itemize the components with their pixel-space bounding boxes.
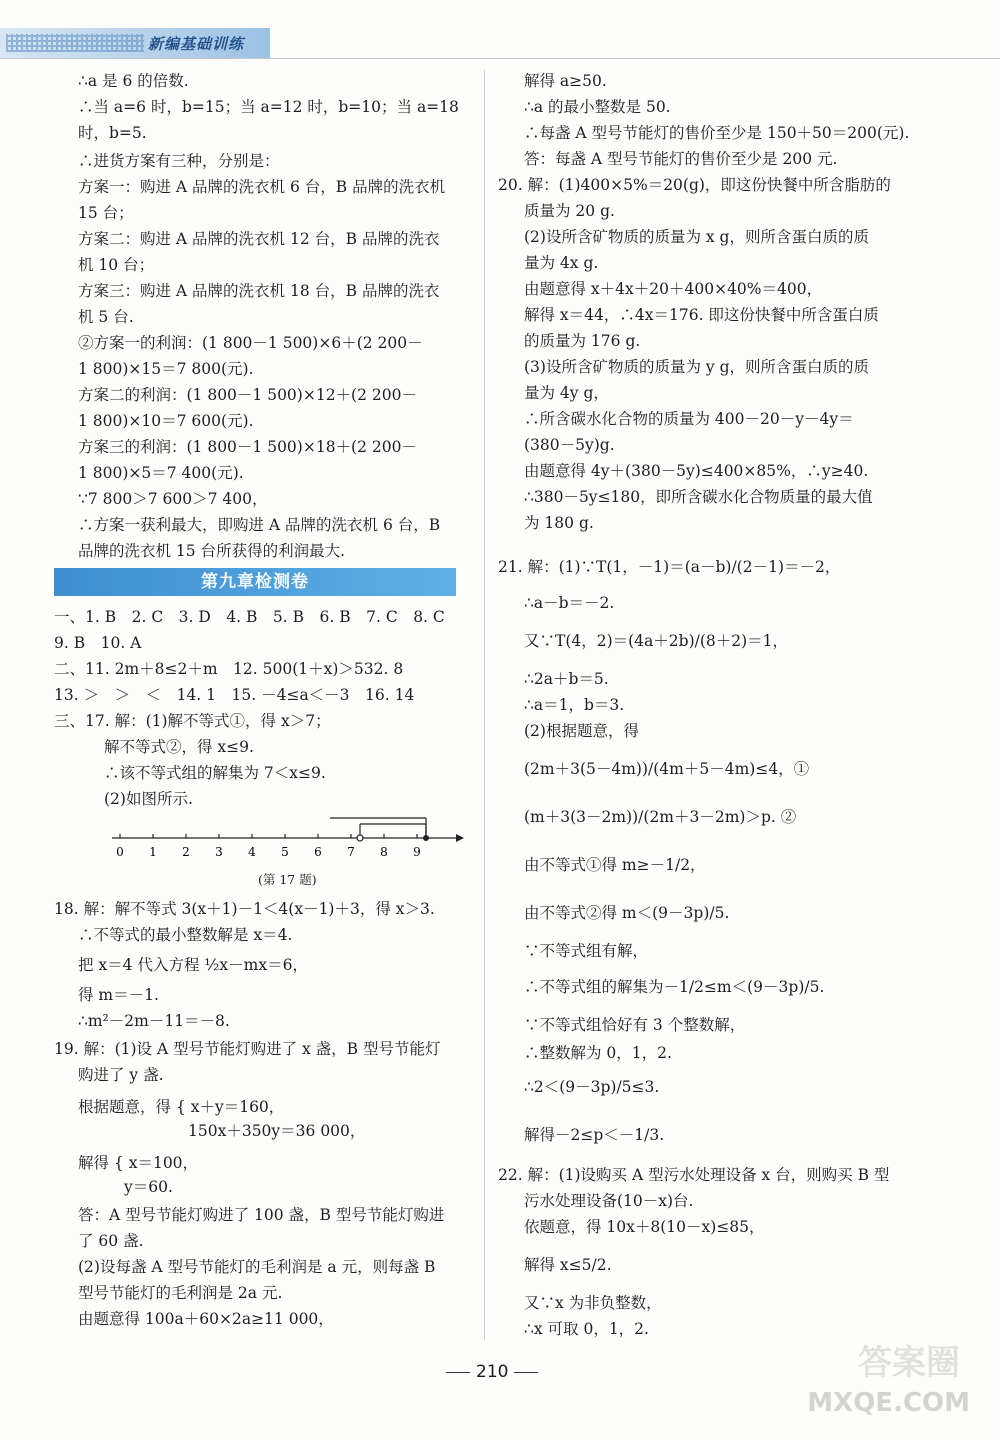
answer-line: 13. ＞ ＞ ＜ 14. 1 15. －4≤a＜－3 16. 14	[54, 686, 415, 704]
answer-line: (m＋3(3－2m))/(2m＋3－2m)＞p. ②	[524, 808, 797, 826]
answer-line: ∴x 可取 0，1，2.	[524, 1320, 649, 1338]
answer-line: 19. 解：(1)设 A 型号节能灯购进了 x 盏，B 型号节能灯	[54, 1040, 441, 1058]
text-line: 方案三的利润：(1 800－1 500)×18＋(2 200－	[78, 438, 417, 456]
answer-line: (2)设每盏 A 型号节能灯的毛利润是 a 元，则每盏 B	[78, 1258, 436, 1276]
answer-line: ∴m²－2m－11＝－8.	[78, 1012, 230, 1030]
figure-caption: (第 17 题)	[258, 872, 317, 887]
tick-label: 7	[347, 845, 355, 859]
footer-dash	[446, 1372, 470, 1373]
answer-line: ∴2a＋b＝5.	[524, 670, 609, 688]
answer-line: 解不等式②，得 x≤9.	[104, 738, 254, 756]
answer-line: 由题意得 x＋4x＋20＋400×40%＝400，	[524, 280, 823, 298]
answer-line: (2)设所含矿物质的质量为 x g，则所含蛋白质的质	[524, 228, 869, 246]
answer-line: 解得 x≤5/2.	[524, 1256, 612, 1274]
page-number-text: 210	[476, 1362, 509, 1382]
answer-line: 依题意，得 10x＋8(10－x)≤85，	[524, 1218, 765, 1236]
text-line: ∴进货方案有三种，分别是：	[78, 152, 280, 170]
tick-label: 9	[413, 845, 421, 859]
answer-line: 型号节能灯的毛利润是 2a 元.	[78, 1284, 283, 1302]
chapter-banner: 第九章检测卷	[54, 568, 456, 596]
header-pattern	[6, 34, 144, 52]
answer-line: 20. 解：(1)400×5%＝20(g)，即这份快餐中所含脂肪的	[498, 176, 891, 194]
answer-line: 的质量为 176 g.	[524, 332, 641, 350]
answer-line: ∴不等式的最小整数解是 x＝4.	[78, 926, 293, 944]
tick-label: 6	[314, 845, 322, 859]
tick-label: 8	[380, 845, 388, 859]
answer-line: ∴a＝1，b＝3.	[524, 696, 625, 714]
tick-label: 1	[149, 845, 157, 859]
page-number	[440, 1362, 544, 1382]
answer-line: 22. 解：(1)设购买 A 型污水处理设备 x 台，则购买 B 型	[498, 1166, 890, 1184]
answer-line	[54, 898, 435, 920]
answer-line: 根据题意，得 { x＋y＝160，	[78, 1098, 285, 1116]
answer-line: 由不等式②得 m＜(9－3p)/5.	[524, 904, 730, 922]
tick-label: 3	[215, 845, 223, 859]
text-line: 方案二的利润：(1 800－1 500)×12＋(2 200－	[78, 386, 417, 404]
answer-line: (2m＋3(5－4m))/(4m＋5－4m)≤4，①	[524, 760, 810, 778]
answer-line: 解得 { x＝100，	[78, 1154, 199, 1172]
text-line: 1 800)×15＝7 800(元).	[78, 360, 254, 378]
text-line: ∴方案一获利最大，即购进 A 品牌的洗衣机 6 台，B	[78, 516, 441, 534]
arrow-head-icon	[456, 834, 464, 842]
text-line: ∴a 是 6 的倍数.	[78, 72, 189, 90]
answer-line: 量为 4y g，	[524, 384, 609, 402]
answer-line: 150x＋350y＝36 000，	[188, 1122, 366, 1140]
answer-line: (380－5y)g.	[524, 436, 615, 454]
header-rule	[0, 58, 1000, 59]
answer-line: 量为 4x g.	[524, 254, 599, 272]
answer-line: 9. B 10. A	[54, 634, 142, 652]
answer-line: ∴该不等式组的解集为 7＜x≤9.	[104, 764, 326, 782]
tick-label: 4	[248, 845, 256, 859]
text-line: 时，b=5.	[78, 124, 147, 142]
answer-line: 三、17. 解：(1)解不等式①，得 x＞7；	[54, 712, 331, 730]
answer-line: ∵不等式组有解，	[524, 942, 649, 960]
answer-line: ∵不等式组恰好有 3 个整数解，	[524, 1016, 746, 1034]
answer-line: 二、11. 2m＋8≤2＋m 12. 500(1＋x)＞532. 8	[54, 660, 404, 678]
watermark-url: MXQE.COM	[807, 1388, 970, 1418]
text-line: 方案三：购进 A 品牌的洗衣机 18 台，B 品牌的洗衣	[78, 282, 440, 300]
answer-line: (2)根据题意，得	[524, 722, 639, 740]
open-point-7	[357, 835, 363, 841]
text-line: ∴当 a=6 时，b=15；当 a=12 时，b=10；当 a=18	[78, 98, 459, 116]
watermark-logo: 答案圈	[858, 1343, 960, 1383]
answer-line: 解得 x＝44，∴4x＝176. 即这份快餐中所含蛋白质	[524, 306, 879, 324]
text-line: ②方案一的利润：(1 800－1 500)×6＋(2 200－	[78, 334, 423, 352]
answer-line: 解得－2≤p＜－1/3.	[524, 1126, 665, 1144]
answer-line: 了 60 盏.	[78, 1232, 144, 1250]
answer-line: 为 180 g.	[524, 514, 594, 532]
answer-line: 又∵T(4，2)＝(4a＋2b)/(8＋2)＝1，	[524, 632, 789, 650]
answer-line: ∴a－b＝－2.	[524, 594, 615, 612]
text-line: 机 10 台；	[78, 256, 155, 274]
answer-line: 由题意得 100a＋60×2a≥11 000，	[78, 1310, 334, 1328]
text-line: 方案一：购进 A 品牌的洗衣机 6 台，B 品牌的洗衣机	[78, 178, 446, 196]
tick-label: 5	[281, 845, 289, 859]
answer-line: ∴所含碳水化合物的质量为 400－20－y－4y＝	[524, 410, 854, 428]
number-line-figure	[106, 812, 466, 860]
text-line: ∴每盏 A 型号节能灯的售价至少是 150＋50＝200(元).	[524, 124, 910, 142]
answer-line: 由不等式①得 m≥－1/2，	[524, 856, 706, 874]
text-line: ∵7 800＞7 600＞7 400，	[78, 490, 268, 508]
text-line: 15 台；	[78, 204, 134, 222]
answer-line: (2)如图所示.	[104, 790, 193, 808]
answer-line: 答：A 型号节能灯购进了 100 盏，B 型号节能灯购进	[78, 1206, 445, 1224]
answer-line: 由题意得 4y＋(380－5y)≤400×85%，∴y≥40.	[524, 462, 869, 480]
answer-line: 把 x＝4 代入方程 ½x－mx＝6，	[78, 956, 308, 974]
answer-line: (3)设所含矿物质的质量为 y g，则所含蛋白质的质	[524, 358, 869, 376]
text-line: 方案二：购进 A 品牌的洗衣机 12 台，B 品牌的洗衣	[78, 230, 440, 248]
header-title: 新编基础训练	[148, 35, 245, 53]
text-line: 解得 a≥50.	[524, 72, 607, 90]
answer-line: 又∵x 为非负整数，	[524, 1294, 662, 1312]
answer-line: ∴不等式组的解集为－1/2≤m＜(9－3p)/5.	[524, 978, 825, 996]
text-line: 品牌的洗衣机 15 台所获得的利润最大.	[78, 542, 346, 560]
answer-line: y＝60.	[124, 1178, 173, 1196]
footer-dash	[514, 1372, 538, 1373]
answer-line: ∴整数解为 0，1，2.	[524, 1044, 672, 1062]
answer-line: 污水处理设备(10－x)台.	[524, 1192, 694, 1210]
answer-line: ∴380－5y≤180，即所含碳水化合物质量的最大值	[524, 488, 873, 506]
answer-line: 得 m＝－1.	[78, 986, 159, 1004]
text-line: ∴a 的最小整数是 50.	[524, 98, 671, 116]
column-divider	[484, 70, 485, 1340]
text-line: 机 5 台.	[78, 308, 134, 326]
answer-line: ∴2＜(9－3p)/5≤3.	[524, 1078, 660, 1096]
text-line: 1 800)×10＝7 600(元).	[78, 412, 254, 430]
q18-line: 18. 解：解不等式 3(x＋1)－1＜4(x－1)＋3，得 x＞3.	[54, 900, 435, 918]
answer-line: 一、1. B 2. C 3. D 4. B 5. B 6. B 7. C 8. C	[54, 608, 445, 626]
answer-line: 21. 解：(1)∵T(1，－1)＝(a－b)/(2－1)＝－2，	[498, 558, 841, 576]
text-line: 答：每盏 A 型号节能灯的售价至少是 200 元.	[524, 150, 838, 168]
closed-point-9	[423, 835, 429, 841]
answer-line: 质量为 20 g.	[524, 202, 615, 220]
tick-label: 0	[116, 845, 124, 859]
tick-label: 2	[182, 845, 190, 859]
answer-line: 购进了 y 盏.	[78, 1066, 164, 1084]
text-line: 1 800)×5＝7 400(元).	[78, 464, 244, 482]
